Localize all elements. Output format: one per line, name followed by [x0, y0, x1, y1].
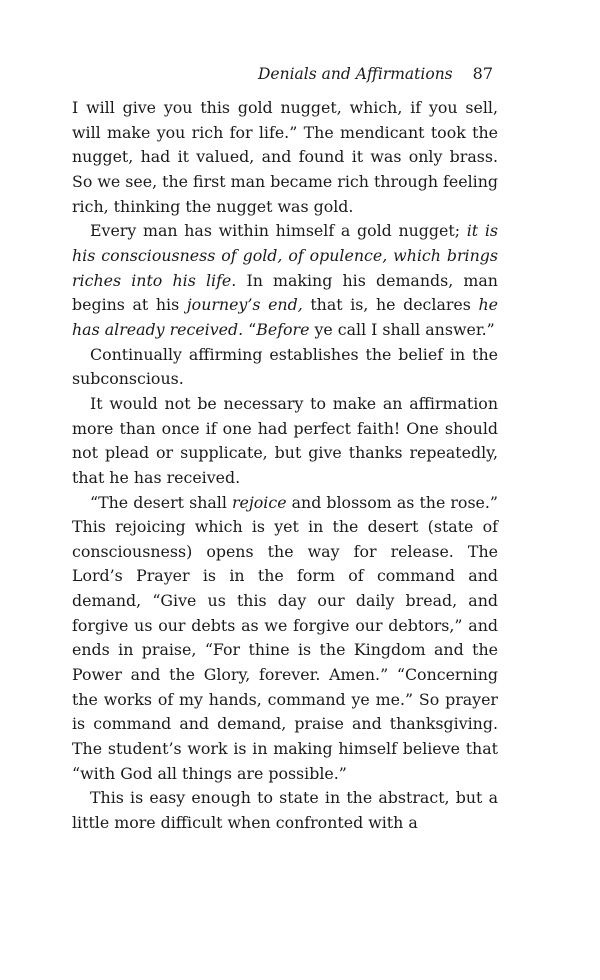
text-run: Continually affirming establishes the belief in the subconscious. — [72, 344, 498, 389]
paragraph-4 — [72, 392, 498, 491]
text-run: that is, he declares — [302, 295, 479, 315]
paragraph-6 — [72, 786, 498, 835]
paragraph-5 — [72, 491, 498, 787]
text-run: “The desert shall — [90, 492, 232, 512]
chapter-title: Denials and Affirmations — [258, 65, 453, 83]
running-header — [258, 62, 498, 86]
text-run: “ — [243, 319, 257, 339]
text-run: ye call I shall answer.” — [309, 319, 495, 339]
italic-text: he has already received. — [72, 295, 499, 339]
text-run: I will give you this gold nugget, which, if you sell, will make you rich for life.” The mendicant took the nugget, had it valued, and found it was only brass. So we see, the first man became rich through feeling rich, thinking the nugget was gold. — [72, 98, 498, 216]
italic-text: Before — [256, 319, 310, 339]
paragraph-1 — [72, 96, 498, 219]
italic-text: it is his consciousness of gold, of opulence, which brings riches into his life. — [72, 221, 498, 290]
italic-text: journey’s end, — [186, 295, 303, 315]
text-run: In making his demands, man begins at his — [72, 270, 498, 315]
text-run: Every man has within himself a gold nugget; — [90, 221, 467, 241]
italic-text: rejoice — [231, 492, 287, 512]
text-run: This is easy enough to state in the abstract, but a little more difficult when confronted with a — [72, 788, 498, 833]
text-run: and blossom as the rose.” This rejoicing which is yet in the desert (state of consciousness) opens the way for release. The Lord’s Prayer is in the form of command and demand, “Give us this day our daily bread, and forgive us our debts as we forgive our debtors,” and ends in praise, “For thine is the Kingdom and the Power and the Glory, forever. Amen.” “Concerning the works of my hands, command ye me.” So prayer is command and demand, praise and thanksgiving. The student’s work is in making himself believe that “with God all things are possible.” — [72, 492, 498, 783]
paragraph-2 — [72, 219, 498, 342]
text-run: It would not be necessary to make an affirmation more than once if one had perfect faith! One should not plead or supplicate, but give thanks repeatedly, that he has received. — [72, 393, 498, 487]
page-number: 87 — [472, 64, 493, 83]
paragraph-3 — [72, 343, 498, 392]
body-text — [72, 96, 498, 836]
